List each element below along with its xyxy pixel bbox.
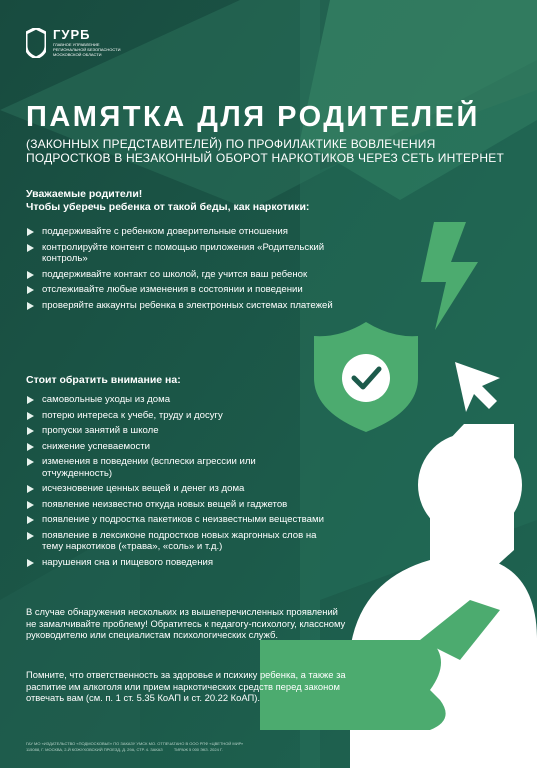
- advice-item: отслеживайте любые изменения в состоянии и поведении: [26, 284, 356, 296]
- page-subtitle: [26, 137, 526, 165]
- signs-list: [26, 394, 326, 572]
- subtitle-line-1: (ЗАКОННЫХ ПРЕДСТАВИТЕЛЕЙ) ПО ПРОФИЛАКТИКЕ ВОВЛЕЧЕНИЯ: [26, 137, 436, 151]
- advice-list: [26, 226, 356, 315]
- intro-lead: Чтобы уберечь ребенка от такой беды, как наркотики:: [26, 201, 310, 213]
- advice-item: поддерживайте с ребенком доверительные отношения: [26, 226, 356, 238]
- sign-item: потерю интереса к учебе, труду и досугу: [26, 410, 326, 422]
- signs-heading: Стоит обратить внимание на:: [26, 374, 181, 386]
- logo-shield-icon: [26, 28, 46, 58]
- org-name: ГУРБ: [53, 27, 91, 42]
- page-title: ПАМЯТКА ДЛЯ РОДИТЕЛЕЙ: [26, 101, 480, 133]
- sign-item: нарушения сна и пищевого поведения: [26, 557, 326, 569]
- org-subtitle: ГЛАВНОЕ УПРАВЛЕНИЕ РЕГИОНАЛЬНОЙ БЕЗОПАСНОСТИ МОСКОВСКОЙ ОБЛАСТИ: [53, 42, 121, 57]
- org-logo: [26, 28, 123, 58]
- sign-item: изменения в поведении (всплески агрессии или отчужденность): [26, 456, 326, 479]
- subtitle-line-2: ПОДРОСТКОВ В НЕЗАКОННЫЙ ОБОРОТ НАРКОТИКОВ ЧЕРЕЗ СЕТЬ ИНТЕРНЕТ: [26, 151, 504, 165]
- footer-print-run: ТИРАЖ 5 000 ЭКЗ. 2024 Г.: [173, 746, 223, 752]
- advice-item: проверяйте аккаунты ребенка в электронных системах платежей: [26, 300, 356, 312]
- print-footer: [26, 741, 516, 752]
- sign-item: пропуски занятий в школе: [26, 425, 326, 437]
- greeting: Уважаемые родители!: [26, 188, 143, 200]
- sign-item: исчезновение ценных вещей и денег из дома: [26, 483, 326, 495]
- sign-item: появление неизвестно откуда новых вещей и гаджетов: [26, 499, 326, 511]
- sign-item: самовольные уходы из дома: [26, 394, 326, 406]
- sign-item: появление у подростка пакетиков с неизвестными веществами: [26, 514, 326, 526]
- responsibility-paragraph: Помните, что ответственность за здоровье и психику ребенка, а также за распитие им алкоголя или прием наркотических средств перед законом отвечать вам (см. п. 1 ст. 5.35 КоАП и ст. 20.22 КоАП).: [26, 669, 346, 703]
- advice-item: поддерживайте контакт со школой, где учится ваш ребенок: [26, 269, 356, 281]
- intro: [26, 188, 309, 214]
- footer-line-2: 115088, Г. МОСКВА, 2-Й КОЖУХОВСКИЙ ПРОЕЗД, Д. 29А, СТР. 4. ЗАКАЗ: [26, 746, 163, 752]
- sign-item: появление в лексиконе подростков новых жаргонных слов на тему наркотиков («трава», «соль» и т.д.): [26, 530, 326, 553]
- advice-paragraph: В случае обнаружения нескольких из вышеперечисленных проявлений не замалчивайте проблему! Обратитесь к педагогу-психологу, классному руководителю или специалистам психологических служб.: [26, 606, 346, 640]
- footer-line-1: ГАУ МО «ИЗДАТЕЛЬСТВО «ПОДМОСКОВЬЕ» ПО ЗАКАЗУ УМСК МО. ОТПЕЧАТАНО В ООО РПФ «ЦВЕТНОЙ МИР»: [26, 741, 244, 746]
- sign-item: снижение успеваемости: [26, 441, 326, 453]
- advice-item: контролируйте контент с помощью приложения «Родительский контроль»: [26, 242, 356, 265]
